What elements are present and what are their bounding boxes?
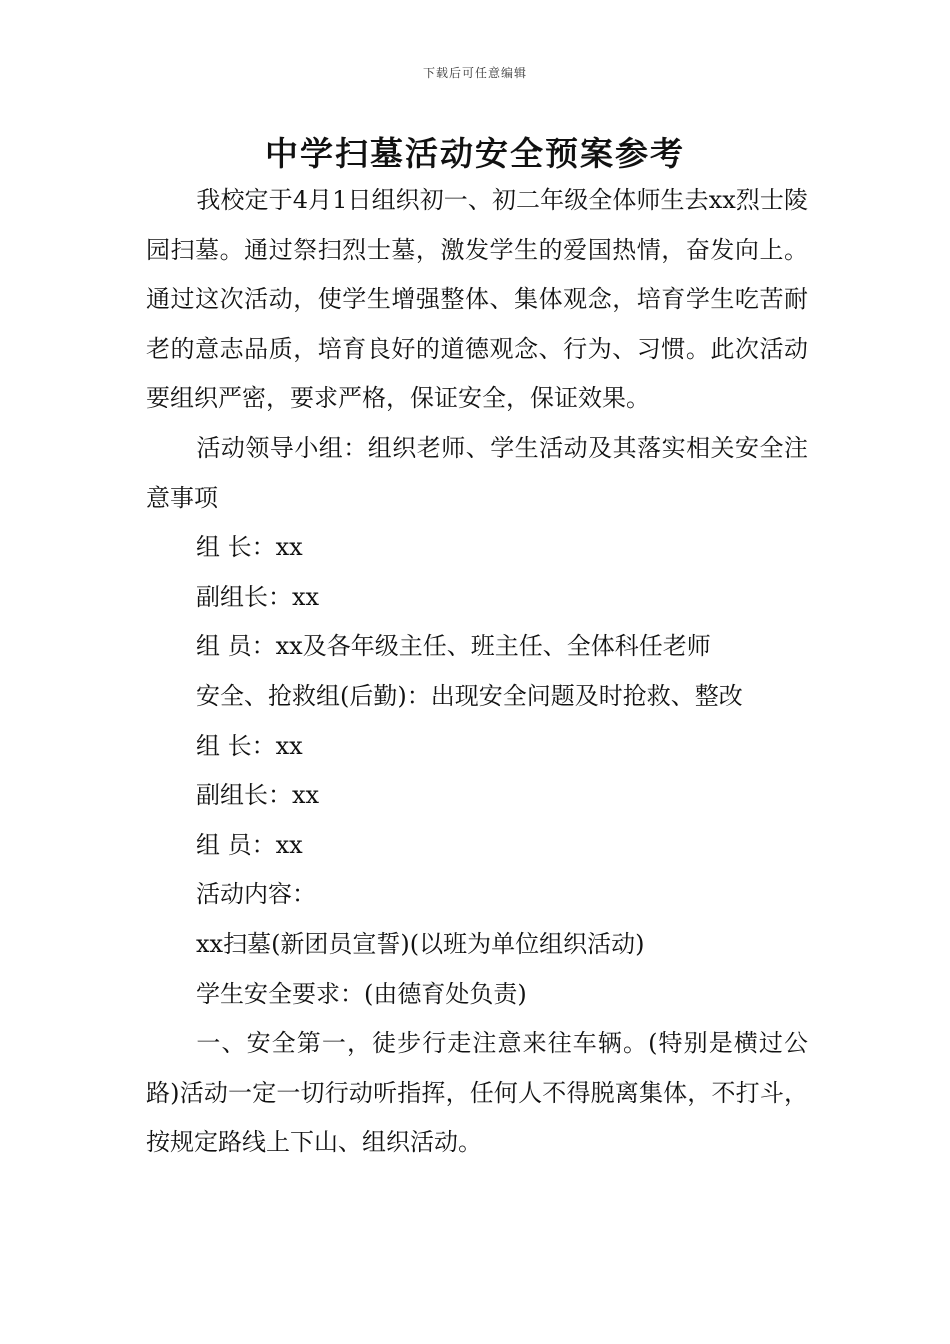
content-title: 活动内容： [196, 880, 316, 909]
safety-group-deputy: 副组长：xx [196, 781, 320, 810]
requirement-1: 一、安全第一，徒步行走注意来往车辆。(特别是横过公路)活动一定一切行动听指挥，任何人不得脱离集体，不打斗，按规定路线上下山、组织活动。 [146, 1029, 808, 1157]
header-note: 下载后可任意编辑 [422, 66, 527, 80]
leadership-paragraph: 活动领导小组：组织老师、学生活动及其落实相关安全注意事项 [146, 433, 808, 512]
document-body [146, 176, 808, 1168]
safety-group-leader: 组 长：xx [196, 731, 303, 760]
intro-paragraph: 我校定于4月1日组织初一、初二年级全体师生去xx烈士陵园扫墓。通过祭扫烈士墓，激发学生的爱国热情，奋发向上。通过这次活动，使学生增强整体、集体观念，培育学生吃苦耐老的意志品质，培育良好的道德观念、行为、习惯。此次活动要组织严密，要求严格，保证安全，保证效果。 [146, 186, 808, 413]
requirements-title: 学生安全要求：(由德育处负责) [196, 979, 527, 1008]
document-title: 中学扫墓活动安全预案参考 [265, 134, 685, 173]
safety-group-members: 组 员：xx [196, 830, 303, 859]
safety-group-title: 安全、抢救组(后勤)：出现安全问题及时抢救、整改 [196, 681, 743, 710]
content-line: xx扫墓(新团员宣誓)(以班为单位组织活动) [196, 929, 645, 958]
leader-group-leader: 组 长：xx [196, 533, 303, 562]
leader-group-members: 组 员：xx及各年级主任、班主任、全体科任老师 [196, 632, 711, 661]
leader-group-deputy: 副组长：xx [196, 582, 320, 611]
